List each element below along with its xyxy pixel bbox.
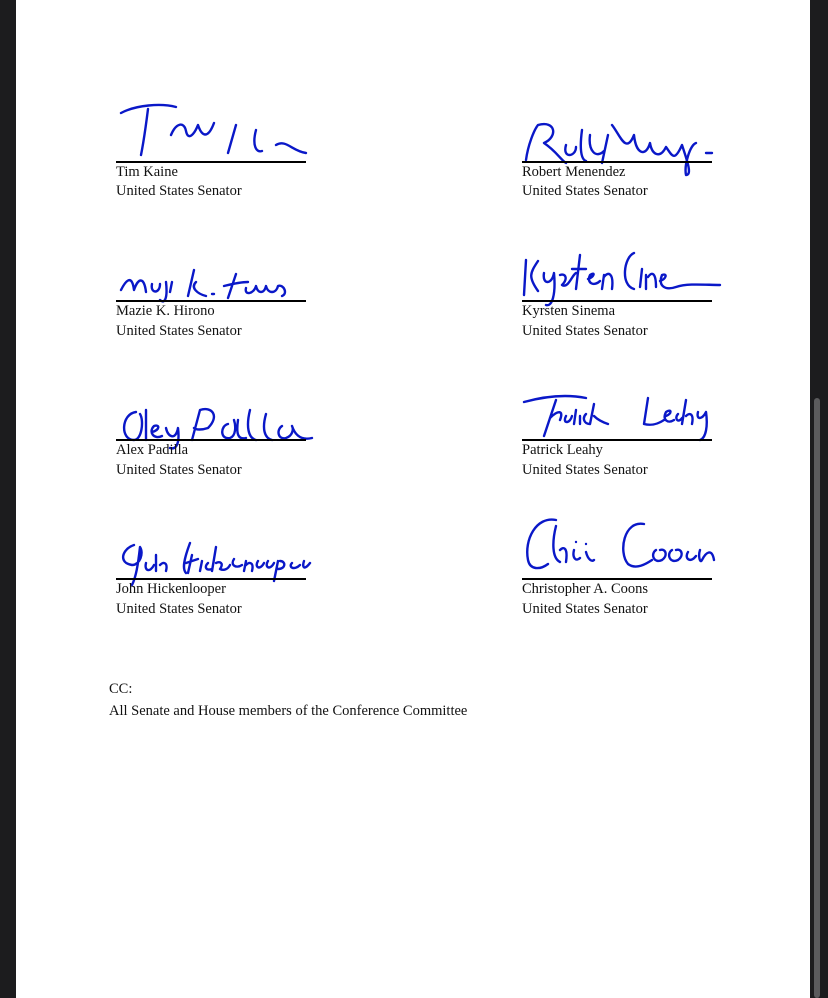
signature-mazie-hirono	[116, 260, 316, 305]
signatory-name: Patrick Leahy	[522, 442, 603, 458]
signatory-title: United States Senator	[116, 183, 242, 199]
signatory-title: United States Senator	[116, 462, 242, 478]
signatory-title: United States Senator	[522, 183, 648, 199]
signatory-title: United States Senator	[522, 323, 648, 339]
signatory-name: Alex Padilla	[116, 442, 189, 458]
signatory-name: Tim Kaine	[116, 164, 178, 180]
signature-tim-kaine	[116, 95, 316, 165]
signatory-name: Robert Menendez	[522, 164, 626, 180]
cc-recipients: All Senate and House members of the Conference Committee	[109, 703, 468, 719]
signatory-title: United States Senator	[522, 601, 648, 617]
vertical-scrollbar[interactable]	[814, 398, 820, 998]
signatory-title: United States Senator	[116, 323, 242, 339]
signatory-title: United States Senator	[116, 601, 242, 617]
signatory-title: United States Senator	[522, 462, 648, 478]
document-page	[16, 0, 810, 998]
cc-label: CC:	[109, 681, 133, 697]
signatory-name: Mazie K. Hirono	[116, 303, 215, 319]
signatory-name: John Hickenlooper	[116, 581, 226, 597]
signatory-name: Kyrsten Sinema	[522, 303, 616, 319]
signatory-name: Christopher A. Coons	[522, 581, 649, 597]
signature-christopher-coons	[516, 510, 726, 580]
